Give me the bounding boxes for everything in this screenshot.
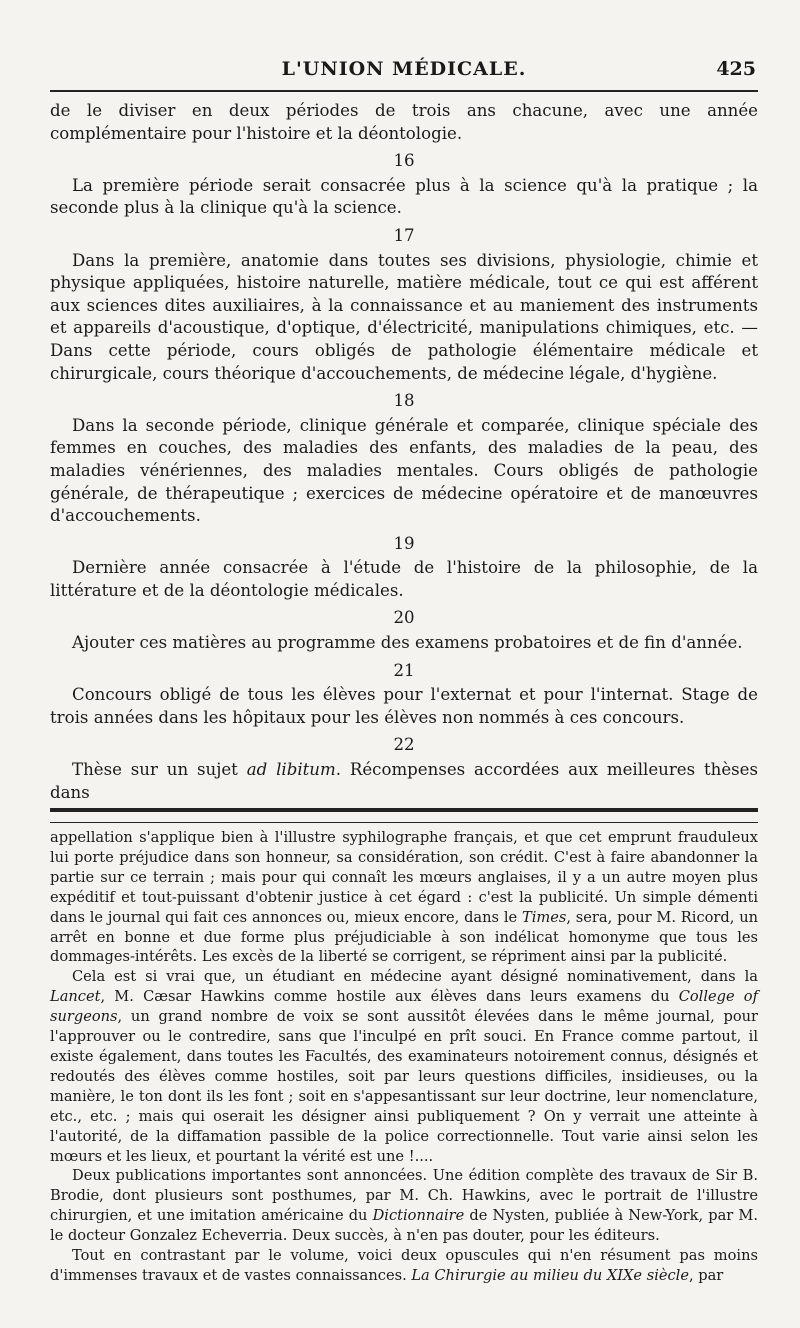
text-run: , M. Cæsar Hawkins comme hostile aux élèves dans leurs examens du (100, 988, 679, 1006)
feuilleton-paragraph (50, 1246, 758, 1286)
text-run: , par (688, 1266, 724, 1284)
section-number: 20 (393, 608, 415, 628)
text-run: , un grand nombre de voix se sont aussitôt élevées dans le même journal, pour l'approuver ou le contredire, sans que l'inculpé en prît souci. En France comme partout, il existe également, dans toutes les Facultés, des examinateurs notoirement connus, désignés et redoutés des élèves comme hostiles, soit par leurs questions difficiles, insidieuses, ou la manière, le ton dont ils les font ; soit en s'appesantissant sur leur doctrine, leur nomenclature, etc., etc. ; mais qui oserait les désigner ainsi publiquement ? On y verrait une atteinte à l'autorité, de la diffamation passible de la police correctionnelle. Tout varie ainsi selon les mœurs et les lieux, et pourtant la vérité est une !.... (50, 1008, 758, 1165)
italic-term: La Chirurgie au milieu du XIXe siècle (411, 1266, 689, 1284)
page-header (50, 54, 758, 92)
text-run: . Récompenses accordées aux meilleures thèses dans (50, 760, 758, 802)
text-run: appellation s'applique bien à l'illustre syphilographe français, et que cet emprunt frauduleux lui porte préjudice dans son honneur, sa considération, son crédit. C'est à faire abandonner la partie sur ce terrain ; mais pour qui connaît les mœurs anglaises, il y a un autre moyen plus expéditif et tout-puissant d'obtenir justice à cet égard : c'est la publicité. Un simple démenti dans le journal qui fait ces annonces ou, mieux encore, dans le (50, 829, 758, 926)
main-article (50, 100, 758, 804)
intro-paragraph: de le diviser en deux périodes de trois ans chacune, avec une année complémentaire pour l'histoire et la déontologie. (50, 101, 758, 143)
text-run: Tout en contrastant par le volume, voici deux opuscules qui n'en résument pas moins d'immenses travaux et de vastes connaissances. (50, 1247, 758, 1284)
feuilleton-paragraph (50, 967, 758, 1166)
section-number: 22 (393, 735, 415, 755)
section-number: 21 (393, 660, 415, 680)
page-number: 425 (716, 58, 756, 80)
text-run: Thèse sur un sujet (72, 760, 247, 780)
feuilleton-paragraph (50, 1166, 758, 1246)
text-run: Deux publications importantes sont annoncées. Une édition complète des travaux de Sir B. Brodie, dont plusieurs sont posthumes, par M. Ch. Hawkins, avec le portrait de l'illustre chirurgien, et une imitation américaine du (50, 1167, 758, 1225)
section-paragraph: La première période serait consacrée plus à la science qu'à la pratique ; la seconde plus à la clinique qu'à la science. (50, 175, 758, 218)
section-number: 18 (393, 391, 415, 411)
column-divider (50, 808, 758, 823)
italic-term: Dictionnaire (372, 1207, 465, 1225)
text-run: de Nysten, publiée à New-York, par M. le docteur Gonzalez Echeverria. Deux succès, à n'en pas douter, pour les éditeurs. (50, 1207, 758, 1245)
text-run: Cela est si vrai que, un étudiant en médecine ayant désigné nominativement, dans la (72, 968, 758, 986)
text-run: , sera, pour M. Ricord, un arrêt en bonne et due forme plus préjudiciable à son indélicat homonyme que tous les dommages-intérêts. Les excès de la liberté se corrigent, se répriment ainsi par la publicité. (50, 908, 758, 966)
section-paragraph: Ajouter ces matières au programme des examens probatoires et de fin d'année. (72, 633, 743, 653)
feuilleton-paragraph (50, 828, 758, 967)
section-paragraph: Dans la seconde période, clinique générale et comparée, clinique spéciale des femmes en couches, des maladies des enfants, des maladies de la peau, des maladies vénériennes, des maladies mentales. Cours obligés de pathologie générale, de thérapeutique ; exercices de médecine opératoire et de manœuvres d'accouchements. (50, 415, 758, 526)
section-paragraph: Dans la première, anatomie dans toutes ses divisions, physiologie, chimie et physique appliquées, histoire naturelle, matière médicale, tout ce qui est afférent aux sciences dites auxiliaires, à la connaissance et au maniement des instruments et appareils d'acoustique, d'optique, d'électricité, manipulations chimiques, etc. — Dans cette période, cours obligés de pathologie élémentaire médicale et chirurgicale, cours théorique d'accouchements, de médecine légale, d'hygiène. (50, 250, 758, 383)
feuilleton (50, 828, 758, 1286)
italic-term: ad libitum (246, 760, 336, 780)
italic-term: Times (521, 908, 567, 926)
italic-term: Lancet (50, 988, 101, 1006)
section-number: 17 (393, 225, 415, 245)
running-title: L'UNION MÉDICALE. (281, 58, 527, 80)
section-number: 19 (393, 533, 415, 553)
section-paragraph (50, 759, 758, 804)
italic-term: College of surgeons (50, 988, 758, 1026)
section-paragraph: Concours obligé de tous les élèves pour l'externat et pour l'internat. Stage de trois années dans les hôpitaux pour les élèves non nommés à ces concours. (50, 685, 758, 727)
section-paragraph: Dernière année consacrée à l'étude de l'histoire de la philosophie, de la littérature et de la déontologie médicales. (50, 558, 758, 600)
section-number: 16 (393, 151, 415, 171)
